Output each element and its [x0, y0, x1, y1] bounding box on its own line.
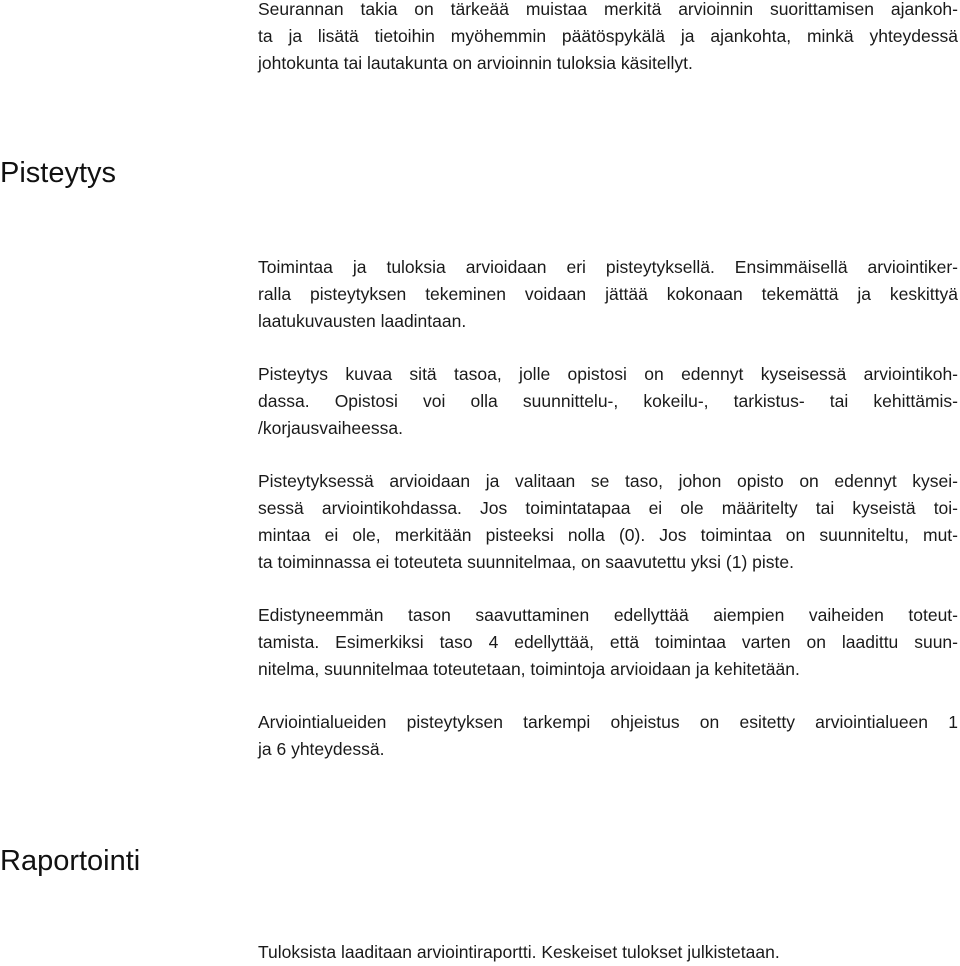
text-line: Arviointialueiden pisteytyksen tarkempi ohjeistus on esitetty arviointialueen 1 [258, 712, 958, 732]
text-line: /korjausvaiheessa. [258, 418, 403, 438]
text-line: Toimintaa ja tuloksia arvioidaan eri pisteytyksellä. Ensimmäisellä arviointiker- [258, 257, 958, 277]
section-heading-pisteytys: Pisteytys [0, 157, 117, 189]
paragraph [258, 254, 958, 335]
text-line: Pisteytys kuvaa sitä tasoa, jolle opistosi on edennyt kyseisessä arviointikoh- [258, 364, 958, 384]
text-line: ta toiminnassa ei toteuteta suunnitelmaa, on saavutettu yksi (1) piste. [258, 552, 794, 572]
intro-paragraph [258, 0, 958, 77]
text-line: Edistyneemmän tason saavuttaminen edellyttää aiempien vaiheiden toteut- [258, 605, 958, 625]
paragraph [258, 939, 958, 966]
text-line: ta ja lisätä tietoihin myöhemmin päätöspykälä ja ajankohta, minkä yhteydessä [258, 26, 958, 46]
text-line: Pisteytyksessä arvioidaan ja valitaan se taso, johon opisto on edennyt kysei- [258, 471, 958, 491]
text-line: Seurannan takia on tärkeää muistaa merkitä arvioinnin suorittamisen ajankoh- [258, 0, 958, 19]
text-line: laatukuvausten laadintaan. [258, 311, 467, 331]
paragraph [258, 361, 958, 442]
text-line: ralla pisteytyksen tekeminen voidaan jättää kokonaan tekemättä ja keskittyä [258, 284, 958, 304]
text-line: tamista. Esimerkiksi taso 4 edellyttää, että toimintaa varten on laadittu suun- [258, 632, 958, 652]
text-line: nitelma, suunnitelmaa toteutetaan, toimintoja arvioidaan ja kehitetään. [258, 659, 800, 679]
paragraph [258, 709, 958, 763]
text-line: ja 6 yhteydessä. [258, 739, 385, 759]
text-line: Tuloksista laaditaan arviointiraportti. Keskeiset tulokset julkistetaan. [258, 942, 780, 962]
text-line: mintaa ei ole, merkitään pisteeksi nolla (0). Jos toimintaa on suunniteltu, mut- [258, 525, 958, 545]
section-heading-raportointi: Raportointi [0, 845, 141, 877]
paragraph [258, 602, 958, 683]
paragraph [258, 468, 958, 576]
text-line: dassa. Opistosi voi olla suunnittelu-, kokeilu-, tarkistus- tai kehittämis- [258, 391, 958, 411]
text-line: johtokunta tai lautakunta on arvioinnin tuloksia käsitellyt. [258, 53, 693, 73]
text-line: sessä arviointikohdassa. Jos toimintatapaa ei ole määritelty tai kyseistä toi- [258, 498, 958, 518]
